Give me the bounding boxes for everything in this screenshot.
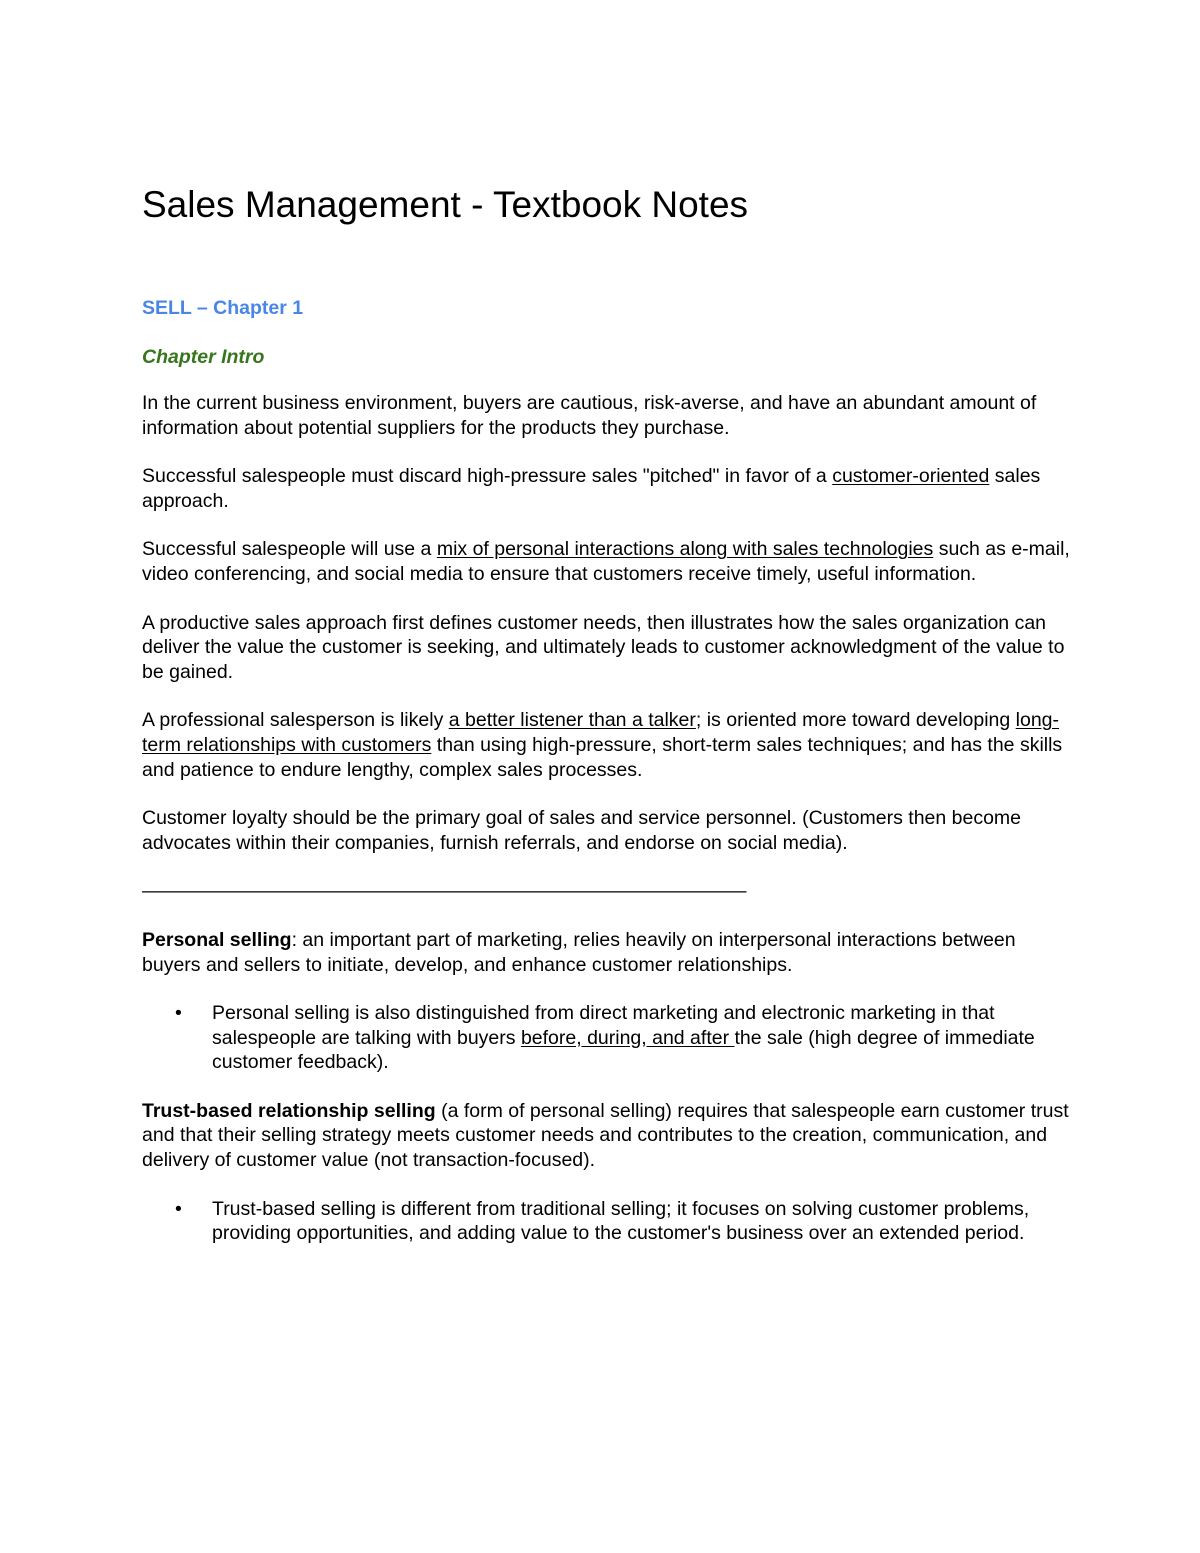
text-run: ; is oriented more toward developing: [695, 709, 1016, 732]
list-item: [175, 1197, 1072, 1246]
chapter-heading: SELL – Chapter 1: [142, 297, 304, 319]
list-item: [175, 1001, 1072, 1075]
text-run: the sale (high degree of immediate customer feedback).: [212, 1026, 1035, 1074]
term-trust-based-selling: Trust-based relationship selling: [142, 1099, 436, 1122]
text-run: : an important part of marketing, relies heavily on interpersonal interactions between buyers and sellers to initiate, develop, and enhance customer relationships.: [142, 928, 1016, 976]
intro-paragraph-technologies: [142, 537, 1072, 586]
intro-paragraph-professional-salesperson: [142, 708, 1072, 782]
text-run: Trust-based selling is different from traditional selling; it focuses on solving customer problems, providing opportunities, and adding value to the customer's business over an extended period.: [212, 1197, 1030, 1245]
text-run: A professional salesperson is likely: [142, 709, 449, 732]
text-run: than using high-pressure, short-term sales techniques; and has the skills and patience to endure lengthy, complex sales processes.: [142, 733, 1063, 781]
underlined-phrase: customer-oriented: [832, 465, 990, 488]
bullet-icon: •: [175, 1197, 182, 1220]
text-run: sales approach.: [142, 465, 1041, 512]
bullet-icon: •: [175, 1002, 182, 1025]
text-run: Successful salespeople must discard high-pressure sales "pitched" in favor of a: [142, 465, 833, 488]
text-run: (a form of personal selling) requires that salespeople earn customer trust and that their selling strategy meets customer needs and contributes to the creation, communication, and delivery of customer value (not transaction-focused).: [142, 1099, 1069, 1172]
chapter-intro-heading: Chapter Intro: [142, 346, 265, 368]
personal-selling-definition: [142, 928, 1072, 977]
intro-paragraph-customer-loyalty: Customer loyalty should be the primary goal of sales and service personnel. (Customers then become advocates within their companies, furnish referrals, and endorse on social media).: [142, 807, 1022, 854]
personal-selling-list: [142, 1001, 1072, 1075]
section-divider: ———————————————————————————————: [142, 880, 747, 903]
text-run: Successful salespeople will use a: [142, 538, 437, 561]
underlined-phrase: a better listener than a talker: [448, 709, 696, 732]
underlined-phrase: mix of personal interactions along with sales technologies: [436, 538, 934, 561]
intro-paragraph-customer-oriented: [142, 464, 1072, 513]
text-run: such as e-mail, video conferencing, and social media to ensure that customers receive timely, useful information.: [142, 538, 1070, 585]
underlined-phrase: long-term relationships with customers: [142, 709, 1060, 756]
intro-paragraph-sales-approach: A productive sales approach first defines customer needs, then illustrates how the sales organization can deliver the value the customer is seeking, and ultimately leads to customer acknowledgment of the value to be gained.: [142, 611, 1065, 683]
term-personal-selling: Personal selling: [142, 928, 292, 951]
document-title: Sales Management - Textbook Notes: [142, 184, 749, 225]
document-page: [142, 182, 1072, 1270]
trust-based-list: [142, 1197, 1072, 1246]
text-run: Personal selling is also distinguished from direct marketing and electronic marketing in that salespeople are talking with buyers: [212, 1002, 995, 1049]
intro-paragraph-buyers: In the current business environment, buyers are cautious, risk-averse, and have an abundant amount of information about potential suppliers for the products they purchase.: [142, 392, 1037, 439]
underlined-phrase: before, during, and after: [520, 1026, 735, 1049]
trust-based-definition: [142, 1099, 1072, 1173]
